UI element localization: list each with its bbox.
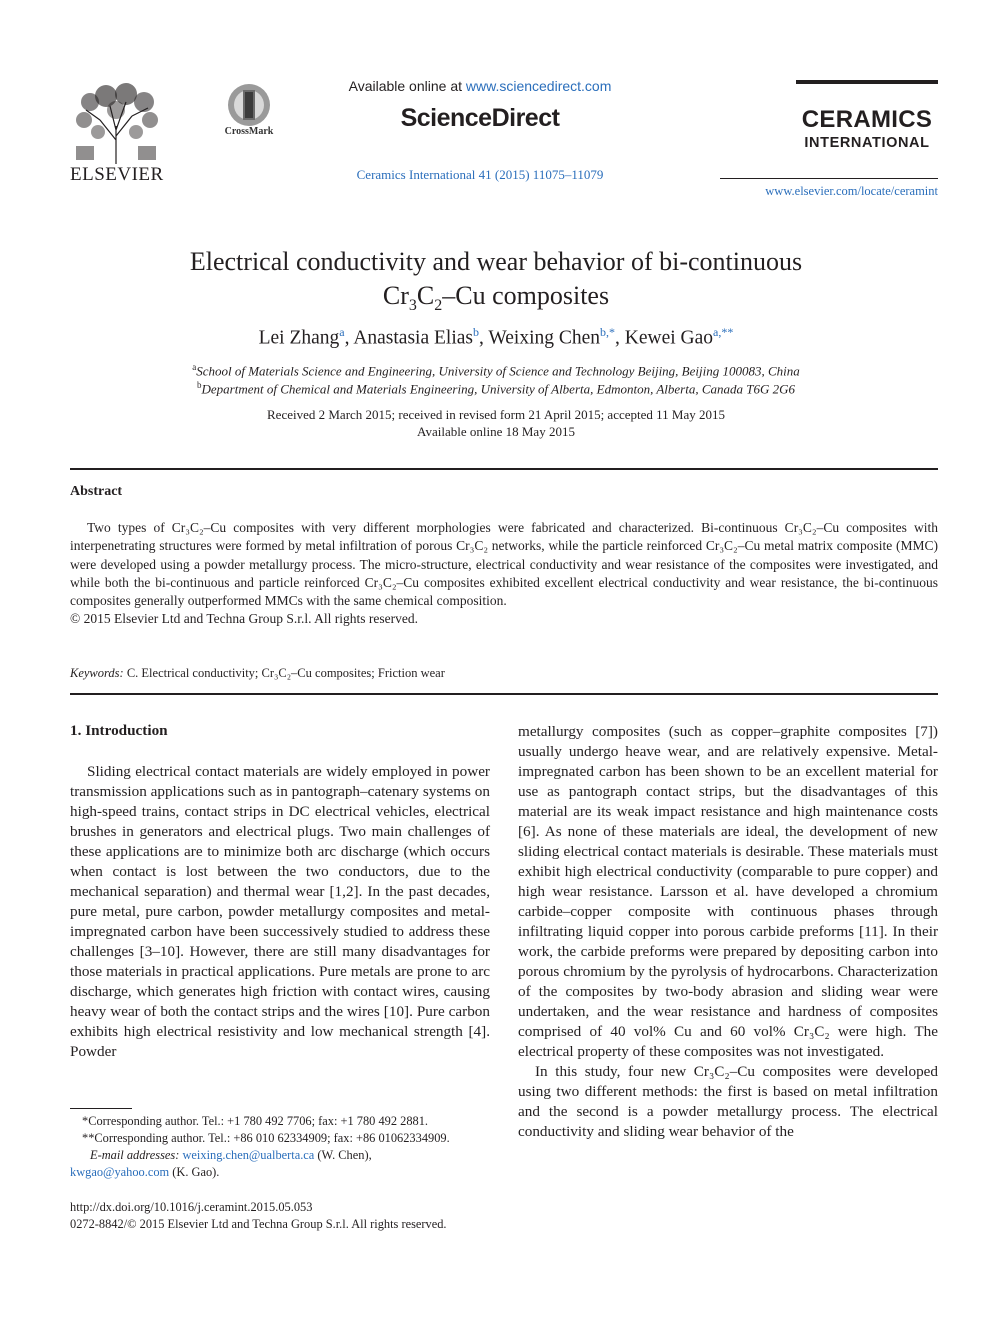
keywords-text: C. Electrical conductivity; Cr₃C₂–Cu composites; Friction wear — [123, 666, 445, 680]
publisher-name: ELSEVIER — [70, 164, 164, 185]
abstract-top-rule — [70, 468, 938, 470]
title-line-1: Electrical conductivity and wear behavior of bi-continuous — [189, 247, 803, 276]
intro-paragraph-2: metallurgy composites (such as copper–graphite composites [7]) usually undergo heave wear, and are relatively expensive. Metal-impregnated carbon has been shown to be an excellent material for use as pantograph contact strips, but the disadvantages of this material are its weak impact resistance and high maintenance costs [6]. As none of these materials are ideal, the development of new sliding electrical contact materials is desirable. These materials must exhibit high electrical conductivity (comparable to pure copper) and high wear resistance. Larsson et al. have developed a chromium carbide–copper composite with continuous phases through infiltrating liquid copper into porous carbide preforms [11]. In their work, the carbide preforms were prepared by depositing carbon into porous chromium by the pyrolysis of hydrocarbons. Characterization of the composites by two-body abrasion and sliding wear were undertaken, and the wear resistance and hardness of composites comprised of 40 vol% Cu and 60 vol% Cr₃C₂ were high. The electrical property of these composites was not investigated. — [518, 723, 938, 1060]
author-name[interactable]: Weixing Chen — [488, 327, 601, 349]
journal-homepage-link[interactable]: www.elsevier.com/locate/ceramint — [765, 184, 938, 198]
available-online — [300, 78, 660, 94]
keywords — [70, 666, 938, 681]
available-prefix: Available online at — [348, 78, 466, 94]
section-heading-introduction: 1. Introduction — [70, 722, 168, 739]
doi-line[interactable]: http://dx.doi.org/10.1016/j.ceramint.2015.05.053 — [70, 1200, 313, 1214]
author-list: Lei Zhang$^a$, Anastasia Elias$^b$, Weixing Chen$^{b,*}$, Kewei Gao$^{a,**}$ — [258, 325, 734, 349]
issn-line: 0272-8842/© 2015 Elsevier Ltd and Techna Group S.r.l. All rights reserved. — [70, 1217, 447, 1231]
affiliation-b: $^b$Department of Chemical and Materials Engineering, University of Alberta, Edmonton, Alberta, Canada T6G 2G6 — [197, 380, 795, 397]
footnote-emails: E-mail addresses: weixing.chen@ualberta.ca (W. Chen), — [90, 1148, 372, 1162]
footnote-rule — [70, 1108, 132, 1109]
sciencedirect-link[interactable]: www.sciencedirect.com — [465, 78, 612, 94]
author-name[interactable]: Lei Zhang — [258, 327, 340, 349]
intro-paragraph-3: In this study, four new Cr₃C₂–Cu composites were developed using two different methods: the first is based on metal infiltration and the second is a powder metallurgy process. The electrical conductivity and sliding wear behavior of the — [518, 1063, 938, 1140]
left-column — [70, 762, 490, 1062]
email-link-gao[interactable]: kwgao@yahoo.com — [70, 1165, 170, 1179]
title-line-2: $Cr_3C_2-Cu$ composites — [382, 281, 610, 315]
available-online-date: Available online 18 May 2015 — [417, 424, 575, 439]
right-column — [518, 722, 938, 1142]
keywords-label: Keywords: — [70, 666, 124, 680]
received-dates: Received 2 March 2015; received in revised form 21 April 2015; accepted 11 May 2015 — [267, 407, 725, 422]
footnote-emails-cont: kwgao@yahoo.com (K. Gao). — [70, 1165, 220, 1179]
article-title — [100, 245, 892, 323]
journal-logo-bar — [796, 80, 938, 84]
journal-name-line2: INTERNATIONAL — [804, 135, 930, 151]
email-label: E-mail addresses: — [90, 1148, 180, 1162]
author-sup[interactable]: a,** — [713, 325, 734, 339]
intro-paragraph-1: Sliding electrical contact materials are widely employed in power transmission applications such as in pantograph–catenary systems on high-speed trains, contact strips in DC electrical vehicles, electrical brushes in generators and electrical plugs. Two main challenges of these applications are to minimize both arc discharge (which occurs when contact is lost between the two conductors, due to the mechanical separation) and thermal wear [1,2]. In the past decades, pure metal, pure carbon, powder metallurgy composites and metal-impregnated carbon have been successively studied to address these challenges [3–10]. However, there are still many disadvantages for those materials in practical applications. Pure metals are prone to arc discharge, which generates high friction with contact wires, causing heavy wear of both the contact strips and the wires [10]. Pure carbon exhibits high electrical resistivity and low mechanical strength [4]. Powder — [70, 763, 490, 1060]
abstract-heading: Abstract — [70, 484, 123, 499]
journal-reference-link[interactable]: Ceramics International 41 (2015) 11075–11079 — [356, 167, 604, 182]
affiliation-a: $^a$School of Materials Science and Engineering, University of Science and Technology Beijing, Beijing 100083, China — [192, 362, 800, 379]
footnote-corresponding-1: *Corresponding author. Tel.: +1 780 492 7706; fax: +1 780 492 2881. — [82, 1114, 429, 1128]
journal-divider — [720, 178, 938, 179]
abstract-copyright: © 2015 Elsevier Ltd and Techna Group S.r.l. All rights reserved. — [70, 611, 418, 626]
email-link-chen[interactable]: weixing.chen@ualberta.ca — [182, 1148, 315, 1162]
author-sup[interactable]: b — [473, 325, 479, 339]
author-sup[interactable]: a — [339, 325, 345, 339]
author-name[interactable]: Kewei Gao — [624, 327, 714, 349]
author-sup[interactable]: b,* — [600, 325, 616, 339]
author-name[interactable]: Anastasia Elias — [353, 327, 473, 349]
footnote-corresponding-2: **Corresponding author. Tel.: +86 010 62334909; fax: +86 01062334909. — [82, 1131, 450, 1145]
sciencedirect-logo: ScienceDirect — [400, 104, 560, 132]
abstract-text: Two types of Cr₃C₂–Cu composites with very different morphologies were fabricated and characterized. Bi-continuous Cr₃C₂–Cu composites with interpenetrating structures were formed by metal infiltration of porous Cr₃C₂ networks, while the particle reinforced Cr₃C₂–Cu metal matrix composite (MMC) were developed using a powder metallurgy process. The micro-structure, electrical conductivity and wear resistance of the composites were investigated, and while both the bi-continuous and particle reinforced Cr₃C₂–Cu composites exhibited excellent electrical conductivity and wear resistance, the bi-continuous composites generally outperformed MMCs with the same chemical composition. — [70, 520, 938, 609]
journal-name-line1: CERAMICS — [801, 106, 933, 133]
crossmark-label: CrossMark — [224, 126, 274, 137]
keywords-bottom-rule — [70, 693, 938, 695]
